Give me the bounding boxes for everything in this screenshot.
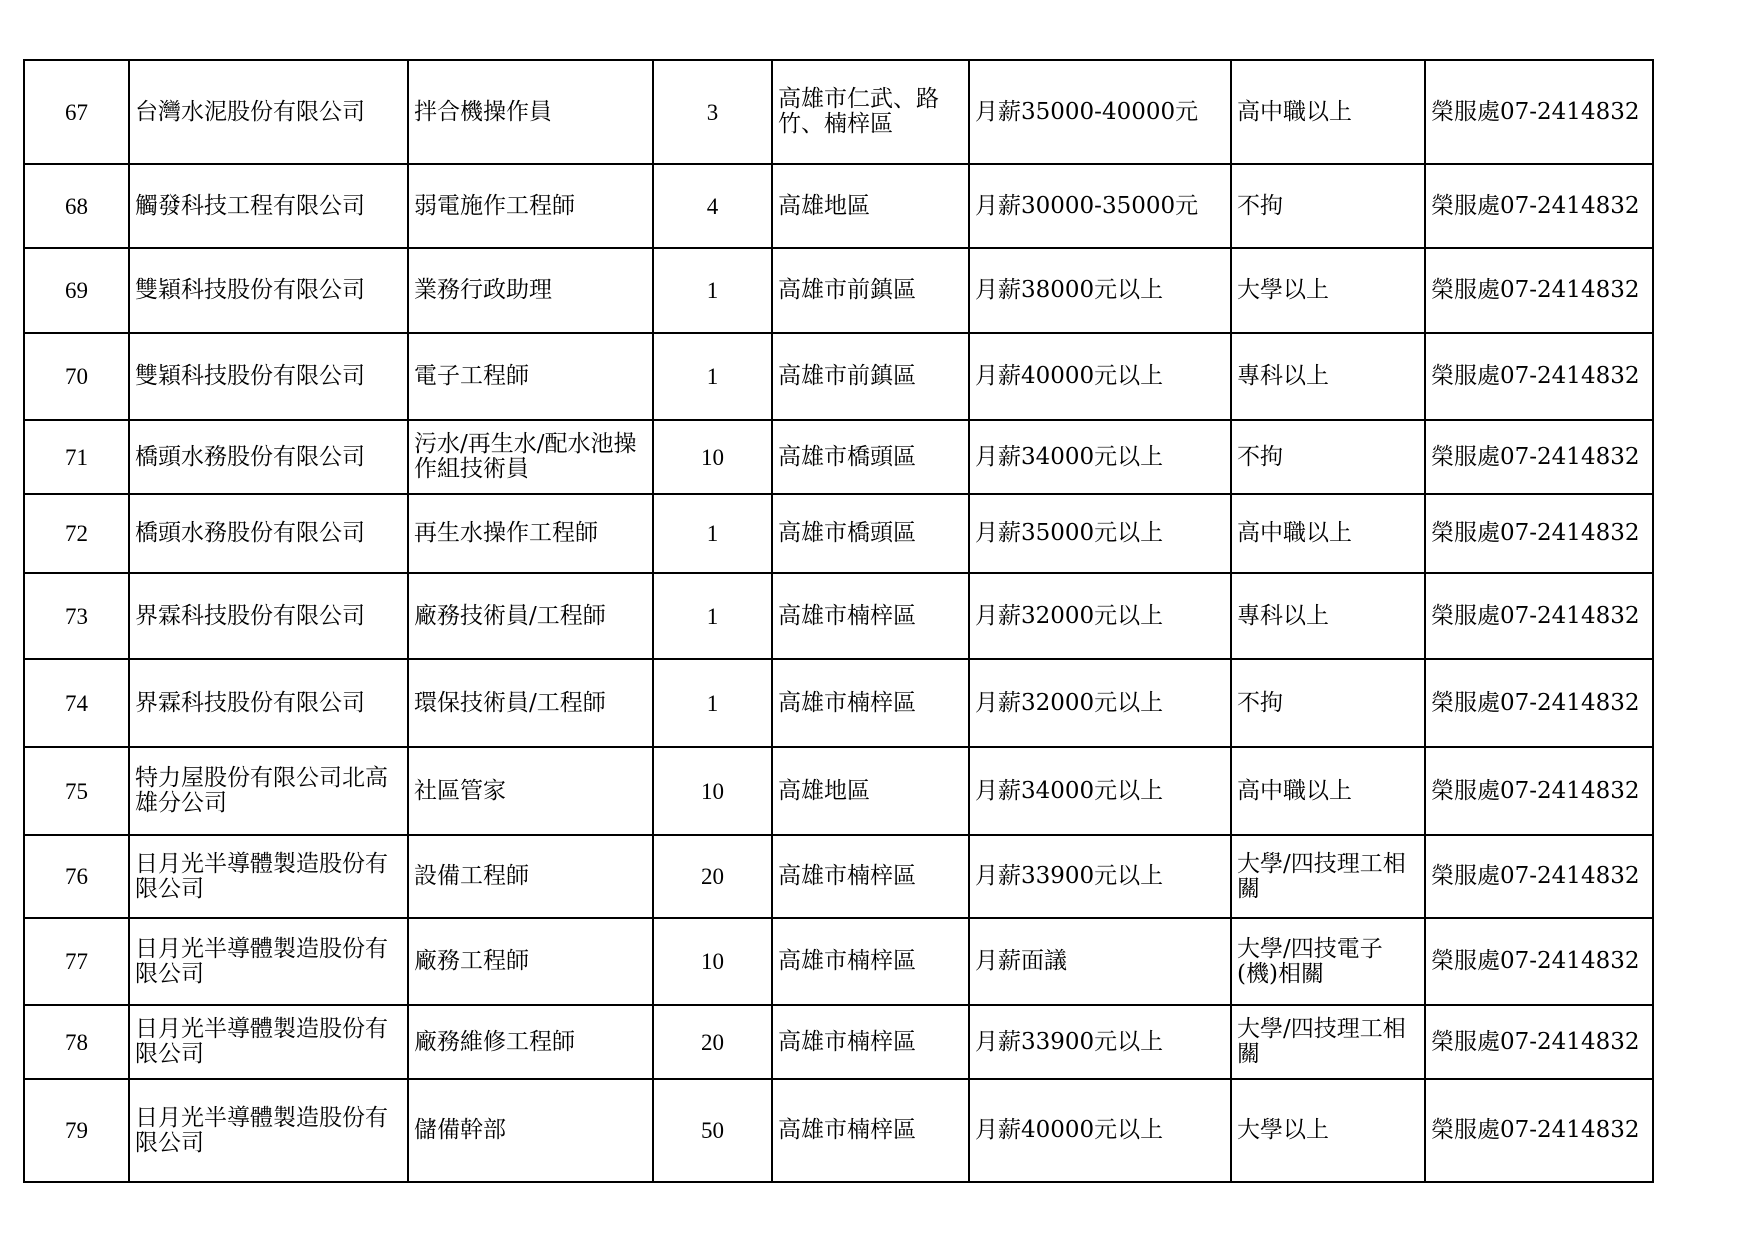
row-number: 76 bbox=[24, 835, 129, 918]
company-name: 日月光半導體製造股份有限公司 bbox=[129, 1005, 408, 1079]
salary: 月薪33900元以上 bbox=[969, 1005, 1231, 1079]
row-number: 78 bbox=[24, 1005, 129, 1079]
salary: 月薪40000元以上 bbox=[969, 333, 1231, 420]
education: 高中職以上 bbox=[1231, 494, 1425, 573]
job-title: 電子工程師 bbox=[408, 333, 653, 420]
opening-count: 1 bbox=[653, 573, 772, 659]
row-number: 79 bbox=[24, 1079, 129, 1182]
salary: 月薪35000元以上 bbox=[969, 494, 1231, 573]
table-row bbox=[24, 747, 1653, 835]
work-location: 高雄市楠梓區 bbox=[772, 573, 969, 659]
education: 大學以上 bbox=[1231, 248, 1425, 333]
opening-count: 10 bbox=[653, 747, 772, 835]
row-number: 77 bbox=[24, 918, 129, 1005]
education: 高中職以上 bbox=[1231, 60, 1425, 164]
job-title: 設備工程師 bbox=[408, 835, 653, 918]
row-number: 74 bbox=[24, 659, 129, 747]
salary: 月薪34000元以上 bbox=[969, 420, 1231, 494]
salary: 月薪40000元以上 bbox=[969, 1079, 1231, 1182]
company-name: 橋頭水務股份有限公司 bbox=[129, 420, 408, 494]
job-title: 環保技術員/工程師 bbox=[408, 659, 653, 747]
job-title: 污水/再生水/配水池操作組技術員 bbox=[408, 420, 653, 494]
opening-count: 3 bbox=[653, 60, 772, 164]
contact: 榮服處07-2414832 bbox=[1425, 60, 1653, 164]
job-title: 廠務工程師 bbox=[408, 918, 653, 1005]
opening-count: 4 bbox=[653, 164, 772, 248]
education: 大學/四技電子(機)相關 bbox=[1231, 918, 1425, 1005]
contact: 榮服處07-2414832 bbox=[1425, 494, 1653, 573]
education: 不拘 bbox=[1231, 164, 1425, 248]
work-location: 高雄市仁武、路竹、楠梓區 bbox=[772, 60, 969, 164]
work-location: 高雄市橋頭區 bbox=[772, 420, 969, 494]
education: 不拘 bbox=[1231, 420, 1425, 494]
table-row bbox=[24, 494, 1653, 573]
company-name: 日月光半導體製造股份有限公司 bbox=[129, 918, 408, 1005]
salary: 月薪33900元以上 bbox=[969, 835, 1231, 918]
job-title: 廠務技術員/工程師 bbox=[408, 573, 653, 659]
opening-count: 20 bbox=[653, 835, 772, 918]
salary: 月薪30000-35000元 bbox=[969, 164, 1231, 248]
contact: 榮服處07-2414832 bbox=[1425, 420, 1653, 494]
row-number: 72 bbox=[24, 494, 129, 573]
work-location: 高雄市楠梓區 bbox=[772, 918, 969, 1005]
job-title: 拌合機操作員 bbox=[408, 60, 653, 164]
job-title: 業務行政助理 bbox=[408, 248, 653, 333]
contact: 榮服處07-2414832 bbox=[1425, 333, 1653, 420]
job-listing-table bbox=[23, 59, 1654, 1183]
work-location: 高雄地區 bbox=[772, 747, 969, 835]
salary: 月薪32000元以上 bbox=[969, 573, 1231, 659]
contact: 榮服處07-2414832 bbox=[1425, 1079, 1653, 1182]
row-number: 70 bbox=[24, 333, 129, 420]
work-location: 高雄市橋頭區 bbox=[772, 494, 969, 573]
table-row bbox=[24, 60, 1653, 164]
job-title: 再生水操作工程師 bbox=[408, 494, 653, 573]
job-title: 弱電施作工程師 bbox=[408, 164, 653, 248]
opening-count: 1 bbox=[653, 333, 772, 420]
salary: 月薪35000-40000元 bbox=[969, 60, 1231, 164]
row-number: 69 bbox=[24, 248, 129, 333]
education: 大學/四技理工相關 bbox=[1231, 835, 1425, 918]
work-location: 高雄市楠梓區 bbox=[772, 659, 969, 747]
row-number: 71 bbox=[24, 420, 129, 494]
work-location: 高雄市楠梓區 bbox=[772, 1079, 969, 1182]
contact: 榮服處07-2414832 bbox=[1425, 164, 1653, 248]
table-row bbox=[24, 659, 1653, 747]
table-row bbox=[24, 1079, 1653, 1182]
job-title: 社區管家 bbox=[408, 747, 653, 835]
table-row bbox=[24, 420, 1653, 494]
salary: 月薪38000元以上 bbox=[969, 248, 1231, 333]
education: 大學/四技理工相關 bbox=[1231, 1005, 1425, 1079]
contact: 榮服處07-2414832 bbox=[1425, 918, 1653, 1005]
salary: 月薪34000元以上 bbox=[969, 747, 1231, 835]
company-name: 雙穎科技股份有限公司 bbox=[129, 333, 408, 420]
row-number: 73 bbox=[24, 573, 129, 659]
contact: 榮服處07-2414832 bbox=[1425, 248, 1653, 333]
work-location: 高雄地區 bbox=[772, 164, 969, 248]
company-name: 日月光半導體製造股份有限公司 bbox=[129, 1079, 408, 1182]
opening-count: 50 bbox=[653, 1079, 772, 1182]
job-title: 儲備幹部 bbox=[408, 1079, 653, 1182]
education: 高中職以上 bbox=[1231, 747, 1425, 835]
education: 不拘 bbox=[1231, 659, 1425, 747]
row-number: 75 bbox=[24, 747, 129, 835]
company-name: 界霖科技股份有限公司 bbox=[129, 659, 408, 747]
work-location: 高雄市前鎮區 bbox=[772, 248, 969, 333]
contact: 榮服處07-2414832 bbox=[1425, 747, 1653, 835]
education: 大學以上 bbox=[1231, 1079, 1425, 1182]
company-name: 觸發科技工程有限公司 bbox=[129, 164, 408, 248]
company-name: 橋頭水務股份有限公司 bbox=[129, 494, 408, 573]
table-row bbox=[24, 835, 1653, 918]
company-name: 台灣水泥股份有限公司 bbox=[129, 60, 408, 164]
row-number: 67 bbox=[24, 60, 129, 164]
table-row bbox=[24, 333, 1653, 420]
work-location: 高雄市楠梓區 bbox=[772, 835, 969, 918]
table-row bbox=[24, 164, 1653, 248]
salary: 月薪面議 bbox=[969, 918, 1231, 1005]
row-number: 68 bbox=[24, 164, 129, 248]
job-title: 廠務維修工程師 bbox=[408, 1005, 653, 1079]
company-name: 雙穎科技股份有限公司 bbox=[129, 248, 408, 333]
contact: 榮服處07-2414832 bbox=[1425, 659, 1653, 747]
opening-count: 20 bbox=[653, 1005, 772, 1079]
work-location: 高雄市楠梓區 bbox=[772, 1005, 969, 1079]
company-name: 特力屋股份有限公司北高雄分公司 bbox=[129, 747, 408, 835]
contact: 榮服處07-2414832 bbox=[1425, 573, 1653, 659]
table-row bbox=[24, 248, 1653, 333]
opening-count: 10 bbox=[653, 918, 772, 1005]
education: 專科以上 bbox=[1231, 573, 1425, 659]
table-row bbox=[24, 573, 1653, 659]
salary: 月薪32000元以上 bbox=[969, 659, 1231, 747]
contact: 榮服處07-2414832 bbox=[1425, 1005, 1653, 1079]
education: 專科以上 bbox=[1231, 333, 1425, 420]
opening-count: 10 bbox=[653, 420, 772, 494]
opening-count: 1 bbox=[653, 659, 772, 747]
company-name: 日月光半導體製造股份有限公司 bbox=[129, 835, 408, 918]
opening-count: 1 bbox=[653, 248, 772, 333]
contact: 榮服處07-2414832 bbox=[1425, 835, 1653, 918]
table-row bbox=[24, 918, 1653, 1005]
work-location: 高雄市前鎮區 bbox=[772, 333, 969, 420]
company-name: 界霖科技股份有限公司 bbox=[129, 573, 408, 659]
table-row bbox=[24, 1005, 1653, 1079]
opening-count: 1 bbox=[653, 494, 772, 573]
